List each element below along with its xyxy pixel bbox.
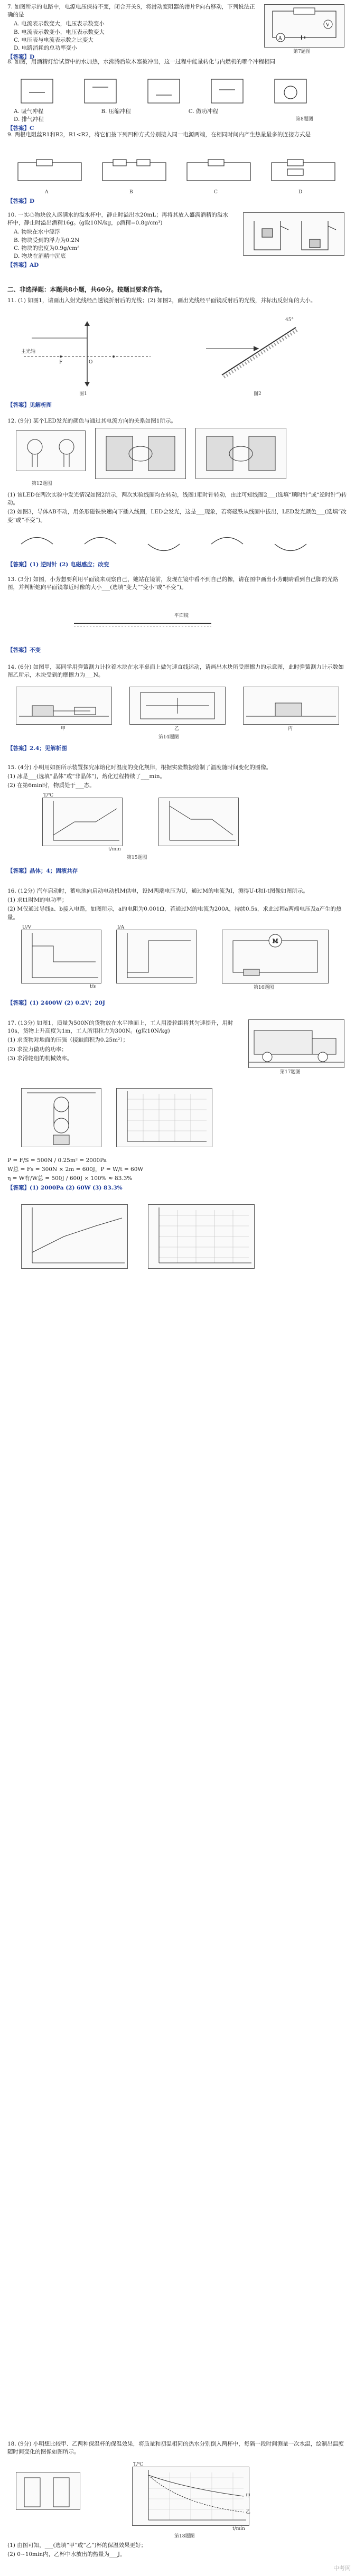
section-heading: 二、非选择题：本题共8小题，共60分。按题目要求作答。: [7, 286, 166, 293]
answer: 【答案】(1) 逆时针 (2) 电磁感应；改变: [7, 561, 109, 568]
calculation: P = F/S = 500N / 0.25m² = 2000Pa: [7, 1157, 107, 1164]
answer: 【答案】2.4；见解析图: [7, 745, 67, 752]
answer: 【答案】见解析图: [7, 402, 52, 408]
sub-question: (1) 冰是___(选填“晶体”或“非晶体”)，熔化过程持续了___min。: [7, 773, 165, 780]
circuit-options-figure: [13, 158, 340, 188]
spring-scale-figure-c: [243, 687, 339, 725]
option: A. 吸气冲程: [14, 108, 44, 115]
solution-graph: [21, 1204, 128, 1269]
option: D. 电路消耗的总功率变小: [14, 45, 77, 52]
plane-mirror-figure: [201, 317, 317, 386]
question-text: 10. 一实心物块放入盛满水的溢水杯中，静止时溢出水20mL；再将其放入盛满酒精的溢水杯中，静止时溢出酒精16g。(g取10N/kg，ρ酒精=0.8g/cm³): [7, 212, 228, 227]
answer: 【答案】C: [7, 125, 34, 132]
sub-question: (2) 在第6min时，物质处于___态。: [7, 782, 95, 789]
spring-scale-figure-a: [16, 687, 112, 725]
watermark: 中考网: [333, 2565, 351, 2572]
svg-text:A: A: [278, 36, 282, 41]
mirror-figure: [63, 607, 222, 639]
sub-question: (1) 求t1时M的电功率；: [7, 897, 68, 904]
question-text: 13. (3分) 如图，小芳想要利用平面镜来观察自己，她站在镜前，发现在镜中看不到自己的像，请在图中画出小芳眼睛看到自己脚的光路图，并判断她向平面镜靠近时像的大小___(选填“变大”“变小”或“不变”)。: [7, 576, 339, 591]
axis-label: T/℃: [133, 2462, 144, 2467]
series-label: 乙: [246, 2509, 251, 2515]
sub-question: (2) M仅通过导线a、b接入电路，如图所示，a的电阻为0.001Ω，若通过M的电流为200A，持续0.5s，求此过程a两端电压及a产生的热量。: [7, 906, 342, 921]
led-figure: [16, 430, 86, 471]
answer: 【答案】D: [7, 54, 35, 61]
svg-text:V: V: [326, 23, 330, 28]
grid-graph-1: [116, 1088, 212, 1147]
question-11: [7, 297, 348, 306]
convex-lens-figure: [21, 320, 153, 388]
figure-caption: 第8题图: [296, 117, 313, 122]
question-text: 16. (12分) 汽车启动时，蓄电池向启动电动机M供电，设M两端电压为U，通过M的电流为I，测得U-t和I-t图像如图所示。: [7, 888, 309, 894]
focus-label: F: [59, 360, 63, 365]
overflow-cup-figure: [243, 212, 344, 256]
question-12: [7, 417, 348, 426]
question-16: [7, 887, 348, 923]
question-text: 11. (1) 如图1，请画出入射光线经凸透镜折射后的光线；(2) 如图2，画出光线经平面镜反射后的光线，并标出反射角的大小。: [7, 297, 316, 304]
axis-label: I/A: [117, 925, 125, 930]
figure-caption: 第14题图: [158, 735, 179, 740]
circuit-figure-q7: [264, 4, 344, 48]
mirror-label: 平面镜: [174, 613, 189, 619]
motor-circuit-figure: [222, 930, 329, 983]
question-text: 18. (9分) 小明想比较甲、乙两种保温杯的保温效果，将质量和初温相同的热水分别倒入两杯中，每隔一段时间测量一次水温，绘制出温度随时间变化的图像如图所示。: [7, 2441, 344, 2456]
figure-caption: 第17题图: [280, 1070, 301, 1075]
question-text: 7. 如图所示的电路中，电源电压保持不变，闭合开关S，将滑动变阻器的滑片P向右移动，下列说法正确的是: [7, 4, 255, 18]
grid-graph-2: [148, 1204, 255, 1269]
sub-question: (1) 该LED在两次实验中发光情况如图2所示，两次实验线圈均在转动，线圈1顺时针转动，由此可知线圈2___(选填“顺时针”或“逆时针”)转动。: [7, 492, 347, 507]
figure-label: 图2: [254, 391, 261, 397]
option: A. 电流表示数变大，电压表示数变小: [14, 21, 105, 27]
figure-caption: 第18题图: [174, 2534, 195, 2539]
axis-label: t/min: [108, 847, 121, 852]
answer: 【答案】D: [7, 198, 35, 204]
temperature-graph-a: [42, 798, 123, 846]
question-text: 14. (6分) 如图甲，某同学用弹簧测力计拉着木块在水平桌面上做匀速直线运动，请画出木块所受摩擦力的示意图，此时弹簧测力计示数如图乙所示，木块受到的摩擦力为___N。: [7, 664, 344, 679]
axis-label: T/℃: [43, 793, 54, 798]
question-14-answer: [7, 744, 348, 753]
question-12-parts: [7, 491, 348, 526]
answer: 【答案】(1) 2400W (2) 0.2V；20J: [7, 1000, 105, 1006]
question-17-solution: [7, 1157, 348, 1192]
option: B. 电流表示数变小，电压表示数变大: [14, 29, 105, 35]
axis-label: t/min: [232, 2526, 245, 2532]
engine-strokes-figure: [16, 77, 333, 106]
axis-label: t/s: [90, 984, 96, 989]
option-label: B: [129, 190, 133, 195]
current-time-graph: [116, 930, 197, 983]
axis-label: 主光轴: [21, 349, 36, 354]
calculation: η = W有/W总 = 500J / 600J × 100% ≈ 83.3%: [7, 1175, 133, 1182]
figure-label: 图1: [79, 391, 87, 397]
origin-label: O: [89, 360, 93, 365]
series-label: 甲: [246, 2494, 251, 2499]
axis-label: U/V: [22, 925, 32, 930]
sub-question: (2) 如图3，导体AB不动，用条形磁铁快速向下插入线圈，LED会发光，这是___现象，若将磁铁从线圈中拔出，LED发光颜色___(选填“改变”或“不变”)。: [7, 509, 347, 523]
sub-question: (2) 0~10min内，乙杯中水放出的热量为___J。: [7, 2551, 126, 2558]
answer: 【答案】晶体；4；固液共存: [7, 868, 78, 874]
coil-figure-2: [195, 428, 286, 479]
truck-pulley-figure: [248, 1019, 344, 1068]
question-14: [7, 663, 348, 680]
sub-question: (1) 由图可知，___(选填“甲”或“乙”)杯的保温效果更好；: [7, 2542, 147, 2549]
answer: 【答案】(1) 2000Pa (2) 60W (3) 83.3%: [7, 1184, 123, 1191]
question-18: [7, 2440, 348, 2457]
question-8: [7, 58, 348, 67]
pulley-diagram: [21, 1088, 101, 1147]
question-13-answer: [7, 645, 348, 654]
coil-figure-1: [95, 428, 186, 479]
question-text: 8. 如图，用酒精灯给试管中的水加热，水沸腾后软木塞被冲出，这一过程中能量转化与内燃机的哪个冲程相同: [7, 59, 275, 65]
calculation: W总 = Fs = 300N × 2m = 600J，P = W/t = 60W: [7, 1166, 144, 1173]
figure-caption: 第15题图: [127, 855, 147, 860]
answer: 【答案】不变: [7, 647, 41, 653]
figure-caption: 第16题图: [254, 985, 274, 990]
option: D. 物块在酒精中沉底: [14, 253, 66, 260]
question-11-answer: [7, 400, 348, 409]
cooling-curve-graph: [132, 2467, 249, 2526]
figure-label: 甲: [61, 726, 66, 732]
option: B. 压缩冲程: [101, 108, 131, 115]
question-text: 12. (9分) 某个LED发光的颜色与通过其电流方向的关系如图1所示。: [7, 418, 176, 424]
option-label: C: [214, 190, 218, 195]
question-9-answer: [7, 196, 348, 205]
angle-label: 45°: [285, 317, 294, 323]
option: C. 物块的密度为0.9g/cm³: [14, 245, 80, 251]
question-text: 9. 两根电阻丝R1和R2，R1<R2，将它们按下列四种方式分别接入同一电源两端，在相同时间内产生热量最多的连接方式是: [7, 132, 311, 138]
option: C. 电压表与电流表示数之比变大: [14, 36, 94, 43]
option-label: A: [45, 190, 49, 195]
option: B. 物块受到的浮力为0.2N: [14, 237, 80, 243]
question-9: [7, 131, 348, 140]
question-15: [7, 764, 348, 791]
svg-text:M: M: [273, 939, 278, 944]
option-label: D: [298, 190, 303, 195]
sub-question: (2) 求拉力做功的功率；: [7, 1046, 67, 1053]
figure-caption: 第12题图: [32, 481, 52, 486]
figure-caption: 第7题图: [293, 49, 311, 54]
question-text: 17. (13分) 如图1，质量为500N的货物放在水平地面上，工人用滑轮组将其匀速提升，用时10s，货物上升高度为1m，工人所用拉力为300N。(g取10N/kg): [7, 1020, 233, 1035]
question-16-answer: [7, 998, 348, 1007]
voltage-time-graph: [21, 930, 101, 983]
question-15-answer: [7, 866, 348, 875]
figure-label: 乙: [174, 726, 180, 732]
question-12-answer: [7, 560, 348, 569]
question-18-parts: [7, 2542, 348, 2560]
led-options-figure: [16, 528, 338, 555]
option: D. 排气冲程: [14, 116, 44, 123]
sub-question: (3) 求滑轮组的机械效率。: [7, 1055, 73, 1062]
question-text: 15. (4分) 小明用如图所示装置探究冰熔化时温度的变化规律，根据实验数据绘制了温度随时间变化的图像。: [7, 764, 272, 771]
temperature-graph-b: [158, 798, 239, 846]
thermos-figure: [16, 2472, 80, 2510]
option: A. 物块在水中漂浮: [14, 229, 60, 236]
figure-label: 丙: [288, 726, 293, 732]
answer: 【答案】AD: [7, 262, 39, 269]
question-13: [7, 576, 348, 593]
option: C. 做功冲程: [188, 108, 219, 115]
sub-question: (1) 求货物对地面的压强（接触面积为0.25m²）；: [7, 1037, 129, 1044]
spring-scale-figure-b: [129, 687, 226, 725]
